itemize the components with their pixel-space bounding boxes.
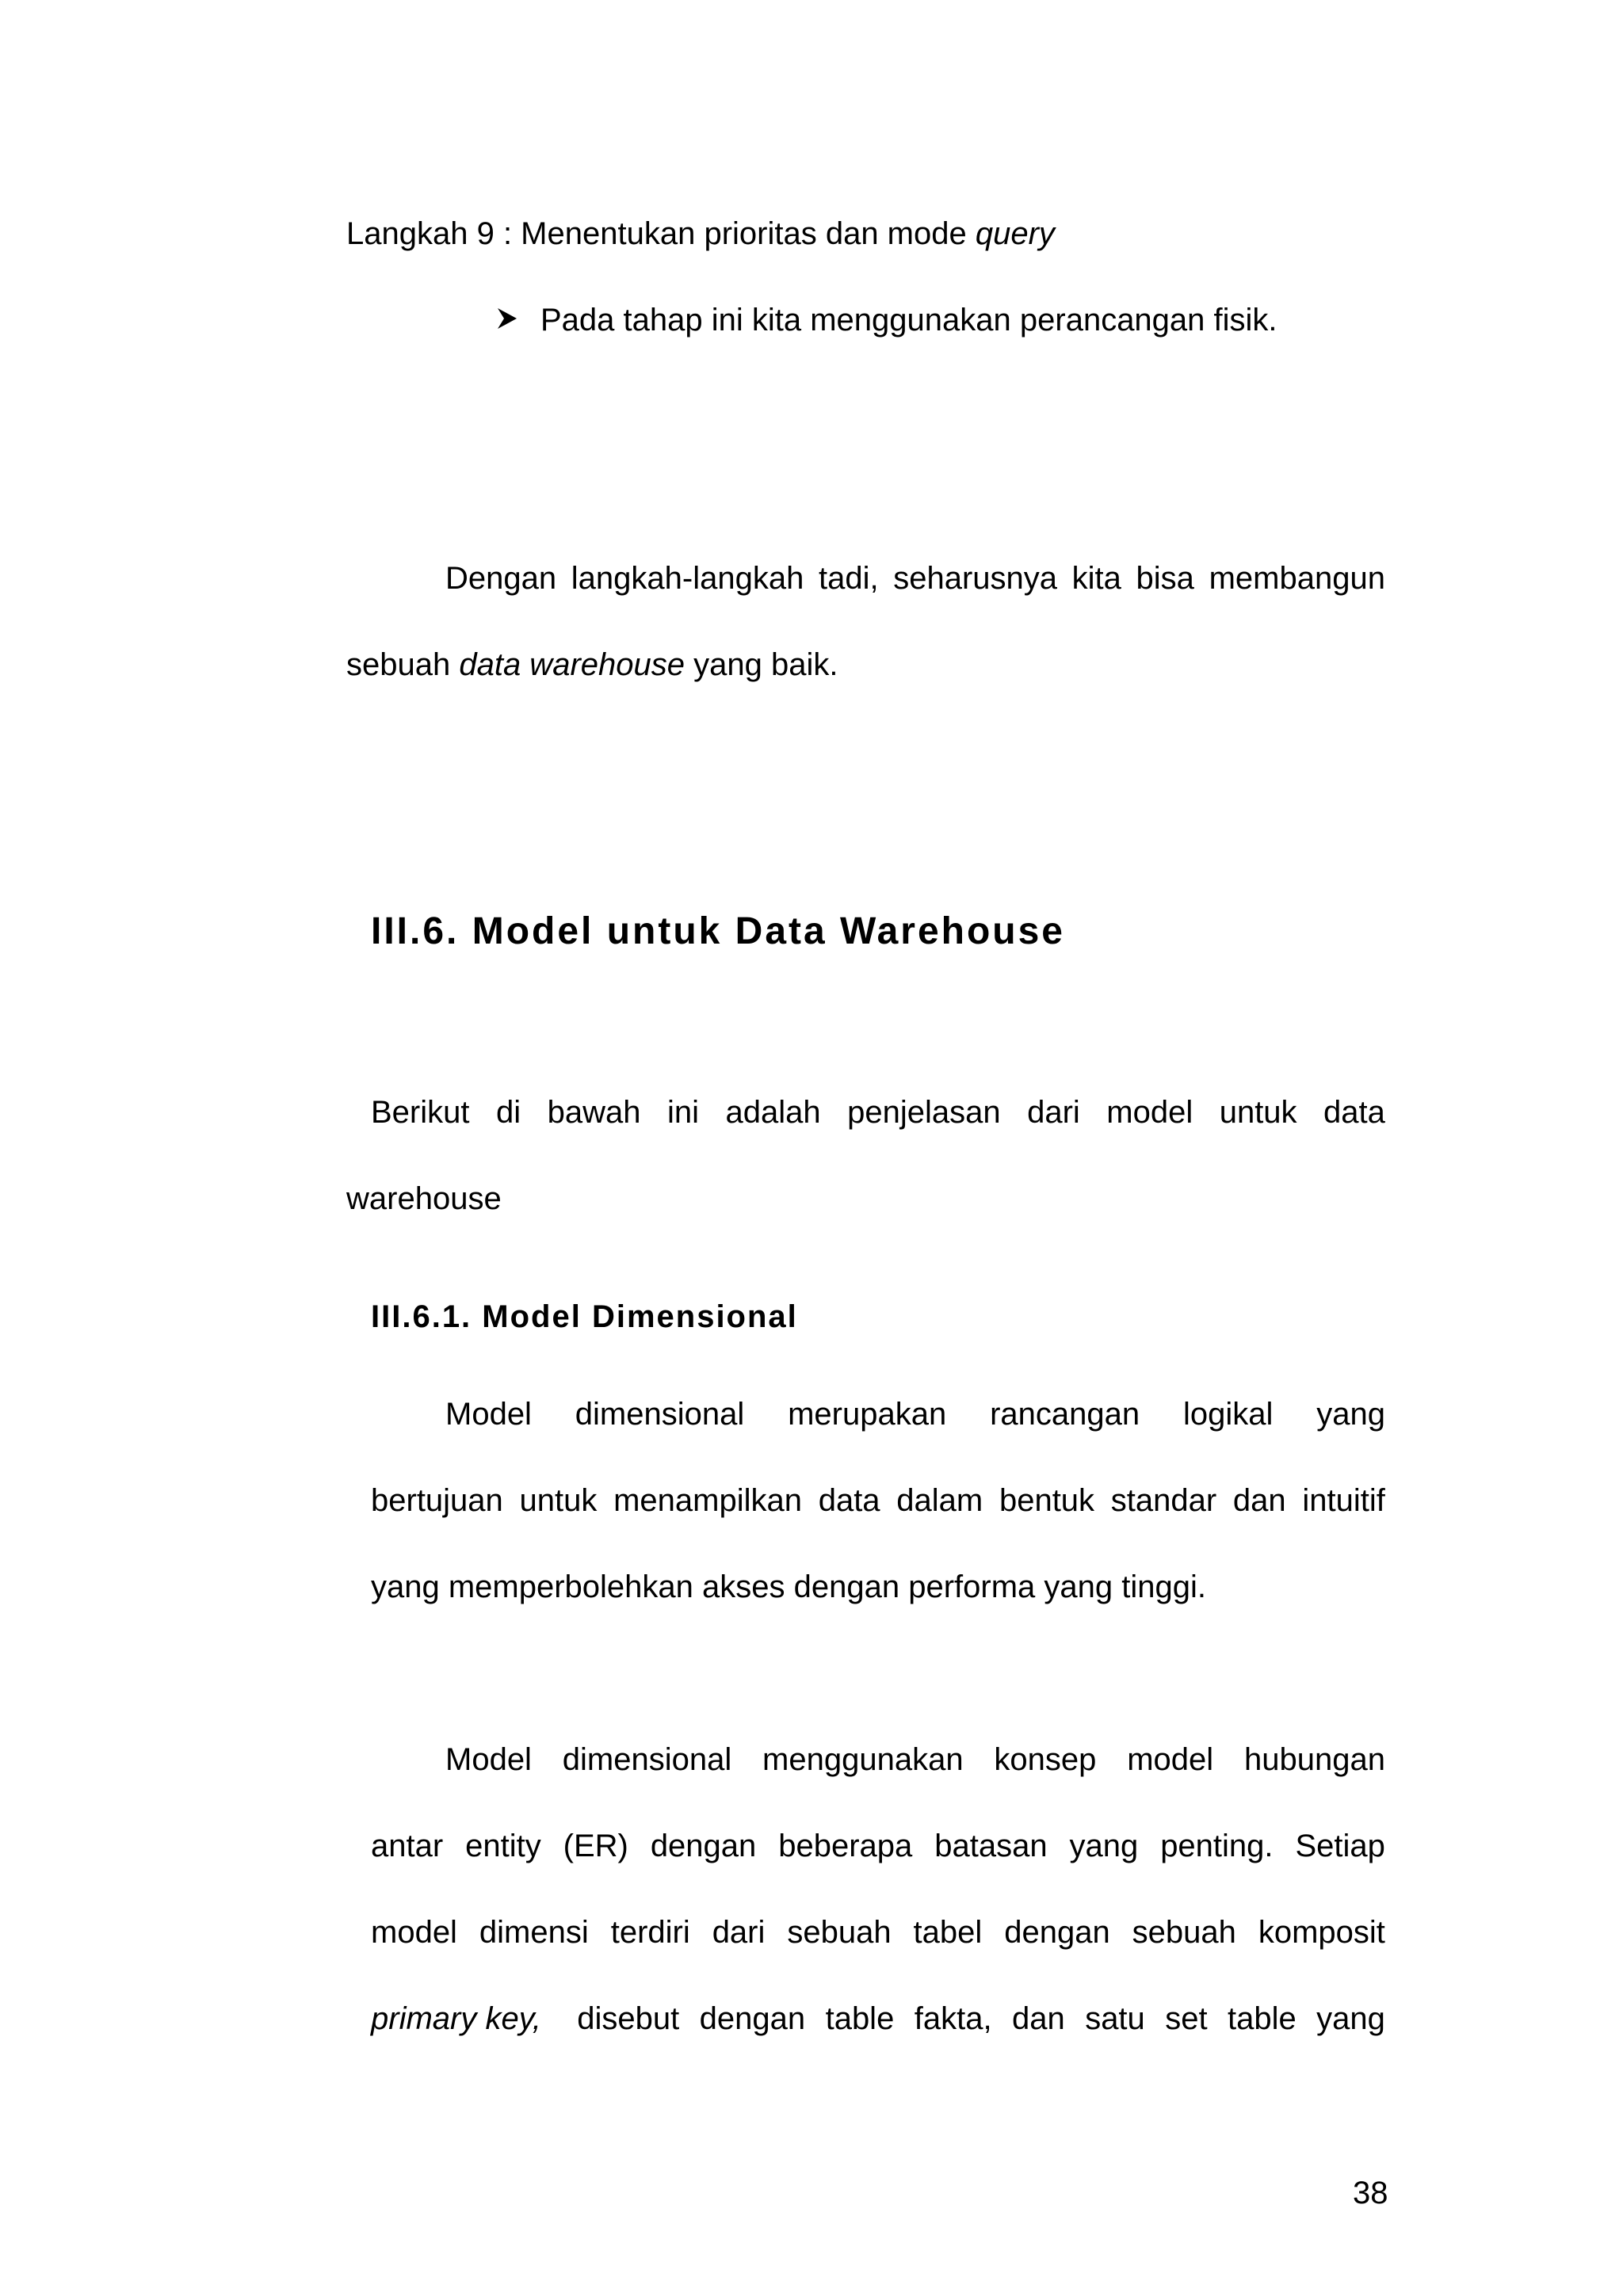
word: yang — [1316, 2001, 1385, 2036]
word: adalah — [725, 1095, 821, 1130]
step9-label: Langkah 9 : Menentukan prioritas dan mode — [346, 216, 976, 251]
para3-line3 — [371, 1913, 1385, 1951]
para1-line2-post: yang baik. — [685, 647, 838, 682]
para2-line3: yang memperbolehkan akses dengan performa yang tinggi. — [371, 1569, 1206, 1604]
word: menampilkan — [613, 1483, 802, 1518]
word: konsep — [994, 1742, 1097, 1777]
para1-line2 — [346, 646, 838, 684]
word: tabel — [913, 1915, 983, 1950]
para1-line2-pre: sebuah — [346, 647, 460, 682]
word: bawah — [547, 1095, 641, 1130]
word: terdiri — [610, 1915, 690, 1950]
word: sebuah — [1132, 1915, 1236, 1950]
word: beberapa — [778, 1829, 913, 1863]
section-heading: III.6. Model untuk Data Warehouse — [371, 910, 1065, 952]
word: yang — [1069, 1829, 1139, 1863]
word: menggunakan — [762, 1742, 964, 1777]
word: disebut — [577, 2001, 680, 2036]
page-number: 38 — [1353, 2176, 1388, 2210]
bullet-text: Pada tahap ini kita menggunakan perancangan fisik. — [540, 303, 1277, 338]
word: ini — [666, 1095, 699, 1130]
word: dimensi — [479, 1915, 589, 1950]
word: untuk — [519, 1483, 598, 1518]
para1-line1 — [445, 559, 1385, 597]
word: satu — [1085, 2001, 1145, 2036]
word: langkah-langkah — [571, 561, 804, 596]
word: dan — [1232, 1483, 1286, 1518]
word: dimensional — [575, 1397, 745, 1432]
word: penting. — [1160, 1829, 1274, 1863]
word: bertujuan — [371, 1483, 503, 1518]
word: Setiap — [1295, 1829, 1385, 1863]
para3-line1 — [445, 1741, 1385, 1779]
arrow-bullet-icon — [496, 301, 523, 339]
word: sebuah — [787, 1915, 892, 1950]
word: penjelasan — [847, 1095, 1001, 1130]
word: dimensional — [562, 1742, 732, 1777]
word: dari — [712, 1915, 766, 1950]
subsection-heading: III.6.1. Model Dimensional — [371, 1299, 798, 1334]
para2-line2 — [371, 1482, 1385, 1520]
word: model — [1106, 1095, 1193, 1130]
word: bisa — [1136, 561, 1194, 596]
word: logikal — [1182, 1397, 1274, 1432]
intro-line2: warehouse — [346, 1181, 502, 1216]
word: intuitif — [1302, 1483, 1385, 1518]
word: merupakan — [788, 1397, 947, 1432]
word: seharusnya — [893, 561, 1058, 596]
para3-line2 — [371, 1827, 1385, 1865]
word: entity — [465, 1829, 541, 1863]
para3-line4-italic: primary key, — [371, 2001, 541, 2036]
step9-line — [346, 215, 1055, 253]
step9-italic: query — [975, 216, 1055, 251]
word: dan — [1012, 2001, 1065, 2036]
word: Model — [445, 1742, 532, 1777]
word: Model — [445, 1397, 532, 1432]
word: (ER) — [563, 1829, 628, 1863]
word: untuk — [1219, 1095, 1297, 1130]
word: antar — [371, 1829, 444, 1863]
word: hubungan — [1243, 1742, 1385, 1777]
bullet-item — [496, 301, 1277, 339]
para3-line4 — [371, 2000, 1385, 2038]
word: model — [371, 1915, 457, 1950]
word: tadi, — [818, 561, 879, 596]
word: membangun — [1209, 561, 1385, 596]
word: dalam — [896, 1483, 983, 1518]
word: komposit — [1258, 1915, 1385, 1950]
word: fakta, — [914, 2001, 992, 2036]
para2-line1 — [445, 1395, 1385, 1433]
word: yang — [1316, 1397, 1385, 1432]
word: standar — [1110, 1483, 1217, 1518]
word: di — [495, 1095, 521, 1130]
word: rancangan — [990, 1397, 1140, 1432]
word: Berikut — [371, 1095, 470, 1130]
word: dengan — [1004, 1915, 1110, 1950]
word: dari — [1027, 1095, 1080, 1130]
word: data — [1323, 1095, 1385, 1130]
word: dengan — [699, 2001, 806, 2036]
intro-line1 — [371, 1093, 1385, 1131]
para1-line2-italic: data warehouse — [459, 647, 685, 682]
word: kita — [1071, 561, 1121, 596]
word: set — [1165, 2001, 1208, 2036]
word: data — [818, 1483, 880, 1518]
word: model — [1127, 1742, 1214, 1777]
word: table — [1228, 2001, 1296, 2036]
word: batasan — [934, 1829, 1048, 1863]
word: dengan — [650, 1829, 757, 1863]
word: table — [825, 2001, 895, 2036]
word: Dengan — [445, 561, 557, 596]
word: bentuk — [999, 1483, 1095, 1518]
